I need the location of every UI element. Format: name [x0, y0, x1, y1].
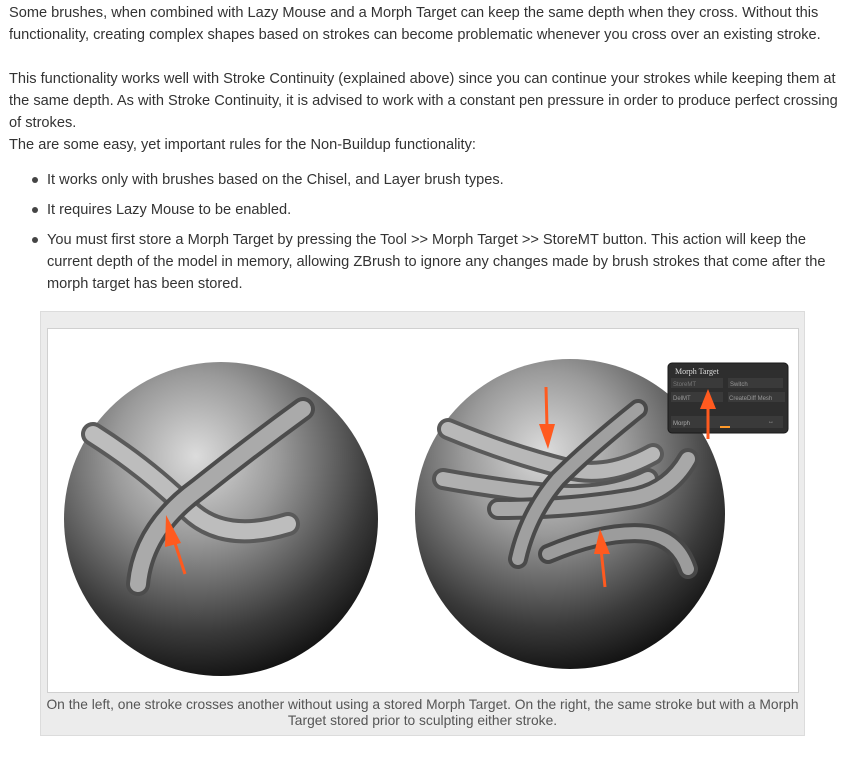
list-item [9, 229, 839, 295]
figure-caption: On the left, one stroke crosses another without using a stored Morph Target. On the right, the same stroke but with a Morph Target stored prior to sculpting either stroke. [46, 697, 799, 728]
bullet-icon [32, 207, 38, 213]
figure-image [47, 328, 799, 693]
rule-text: It works only with brushes based on the Chisel, and Layer brush types. [47, 172, 504, 188]
morph-slider-fill [720, 426, 730, 428]
paragraph-rules-intro: The are some easy, yet important rules for the Non-Buildup functionality: [9, 137, 476, 153]
storemt-label: StoreMT [673, 382, 697, 388]
morph-target-panel [668, 363, 788, 433]
rule-text: You must first store a Morph Target by pressing the Tool >> Morph Target >> StoreMT button. This action will keep the current depth of the model in memory, allowing ZBrush to ignore any changes made by brush strokes that come after the morph target has been stored. [47, 232, 826, 292]
bullet-icon [32, 177, 38, 183]
switch-label: Switch [730, 382, 748, 388]
bullet-icon [32, 237, 38, 243]
figure [40, 311, 805, 736]
delmt-label: DelMT [673, 396, 691, 402]
rule-text: It requires Lazy Mouse to be enabled. [47, 202, 292, 218]
expand-icon: ↔ [768, 419, 774, 425]
sphere-comparison-illustration [48, 329, 798, 692]
rules-list [9, 169, 839, 295]
list-item [9, 199, 839, 221]
paragraph-intro: Some brushes, when combined with Lazy Mouse and a Morph Target can keep the same depth when they cross. Without this functionality, creating complex shapes based on strokes can become problematic whenever you cross over an existing stroke. [9, 5, 821, 43]
morph-label: Morph [673, 421, 691, 427]
paragraph-stroke-continuity: This functionality works well with Stroke Continuity (explained above) since you can continue your strokes while keeping them at the same depth. As with Stroke Continuity, it is advised to work with a constant pen pressure in order to produce perfect crossing of strokes. [9, 71, 838, 131]
panel-title: Morph Target [675, 367, 719, 376]
creatediff-label: CreateDiff Mesh [729, 396, 773, 402]
left-sphere [64, 362, 378, 676]
list-item [9, 169, 839, 191]
